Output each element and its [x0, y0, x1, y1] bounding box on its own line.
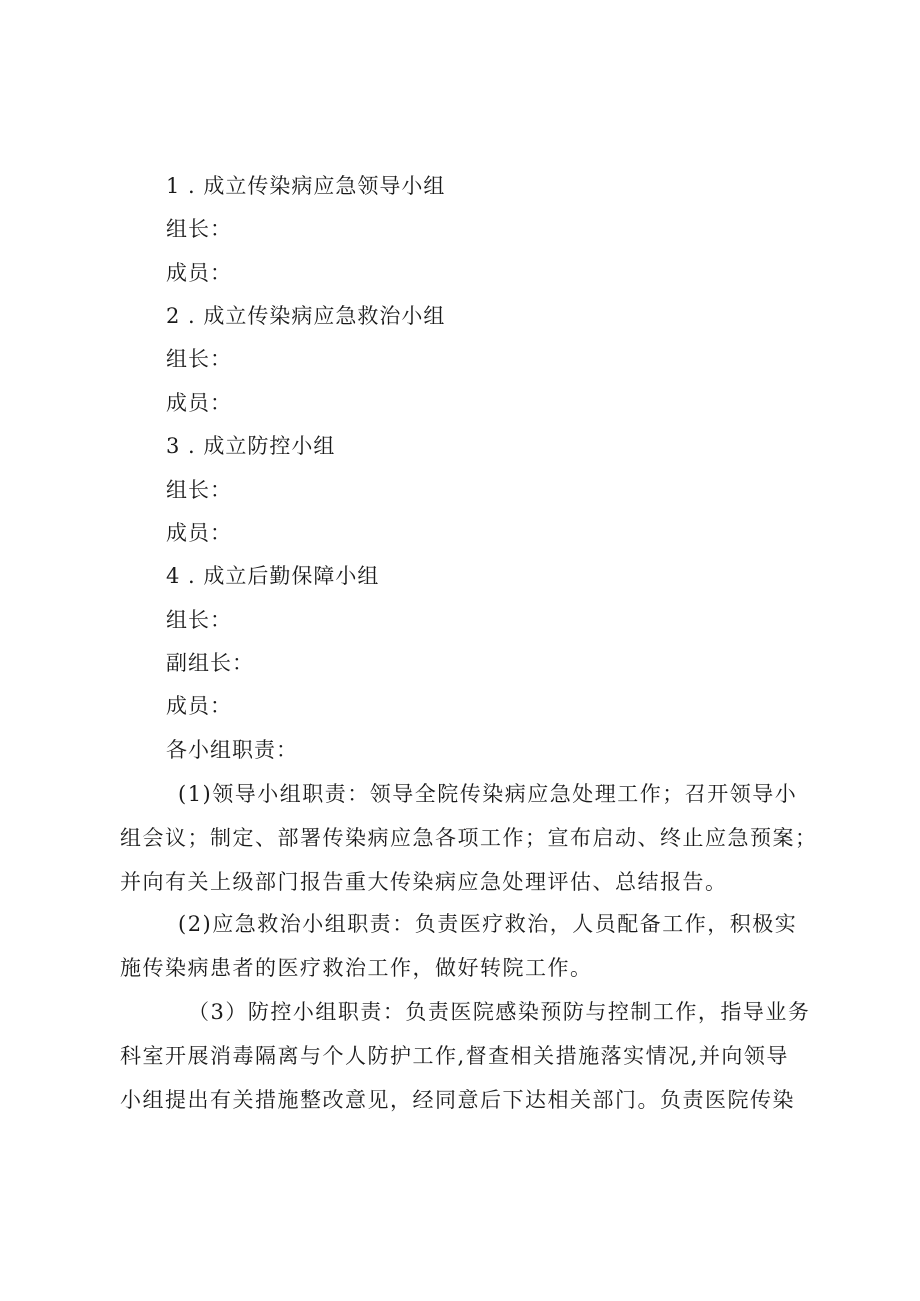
group-2-leader-label: 组长：: [166, 347, 232, 371]
duty-3-line-3: 小组提出有关措施整改意见，经同意后下达相关部门。负责医院传染: [120, 1088, 795, 1112]
group-4-deputy-label: 副组长：: [166, 651, 254, 675]
group-3-members-label: 成员：: [166, 521, 232, 545]
group-4-leader-label: 组长：: [166, 608, 232, 632]
duty-3-line-1: （3）防控小组职责：负责医院感染预防与控制工作，指导业务: [188, 1000, 811, 1024]
group-1-title: 1 . 成立传染病应急领导小组: [166, 174, 446, 198]
group-4-title: 4 . 成立后勤保障小组: [166, 564, 380, 588]
duty-paragraph-3: [120, 990, 820, 1122]
duty-2-line-1: (2)应急救治小组职责：负责医疗救治，人员配备工作，积极实: [178, 912, 798, 936]
group-1-leader-label: 组长：: [166, 217, 232, 241]
group-3-leader-label: 组长：: [166, 478, 232, 502]
group-4-members-label: 成员：: [166, 694, 232, 718]
duty-paragraph-1: [120, 772, 820, 904]
duty-1-line-3: 并向有关上级部门报告重大传染病应急处理评估、总结报告。: [120, 870, 728, 894]
duty-1-line-1: (1)领导小组职责：领导全院传染病应急处理工作；召开领导小: [178, 782, 798, 806]
group-1-members-label: 成员：: [166, 261, 232, 285]
duty-1-line-2: 组会议；制定、部署传染病应急各项工作；宣布启动、终止应急预案；: [120, 826, 818, 850]
duty-2-line-2: 施传染病患者的医疗救治工作，做好转院工作。: [120, 956, 593, 980]
group-2-title: 2 . 成立传染病应急救治小组: [166, 304, 446, 328]
group-2-members-label: 成员：: [166, 391, 232, 415]
duty-paragraph-2: [120, 902, 820, 990]
group-3-title: 3 . 成立防控小组: [166, 434, 336, 458]
duty-3-line-2: 科室开展消毒隔离与个人防护工作,督查相关措施落实情况,并向领导: [120, 1044, 789, 1068]
duties-heading: 各小组职责：: [166, 738, 298, 762]
